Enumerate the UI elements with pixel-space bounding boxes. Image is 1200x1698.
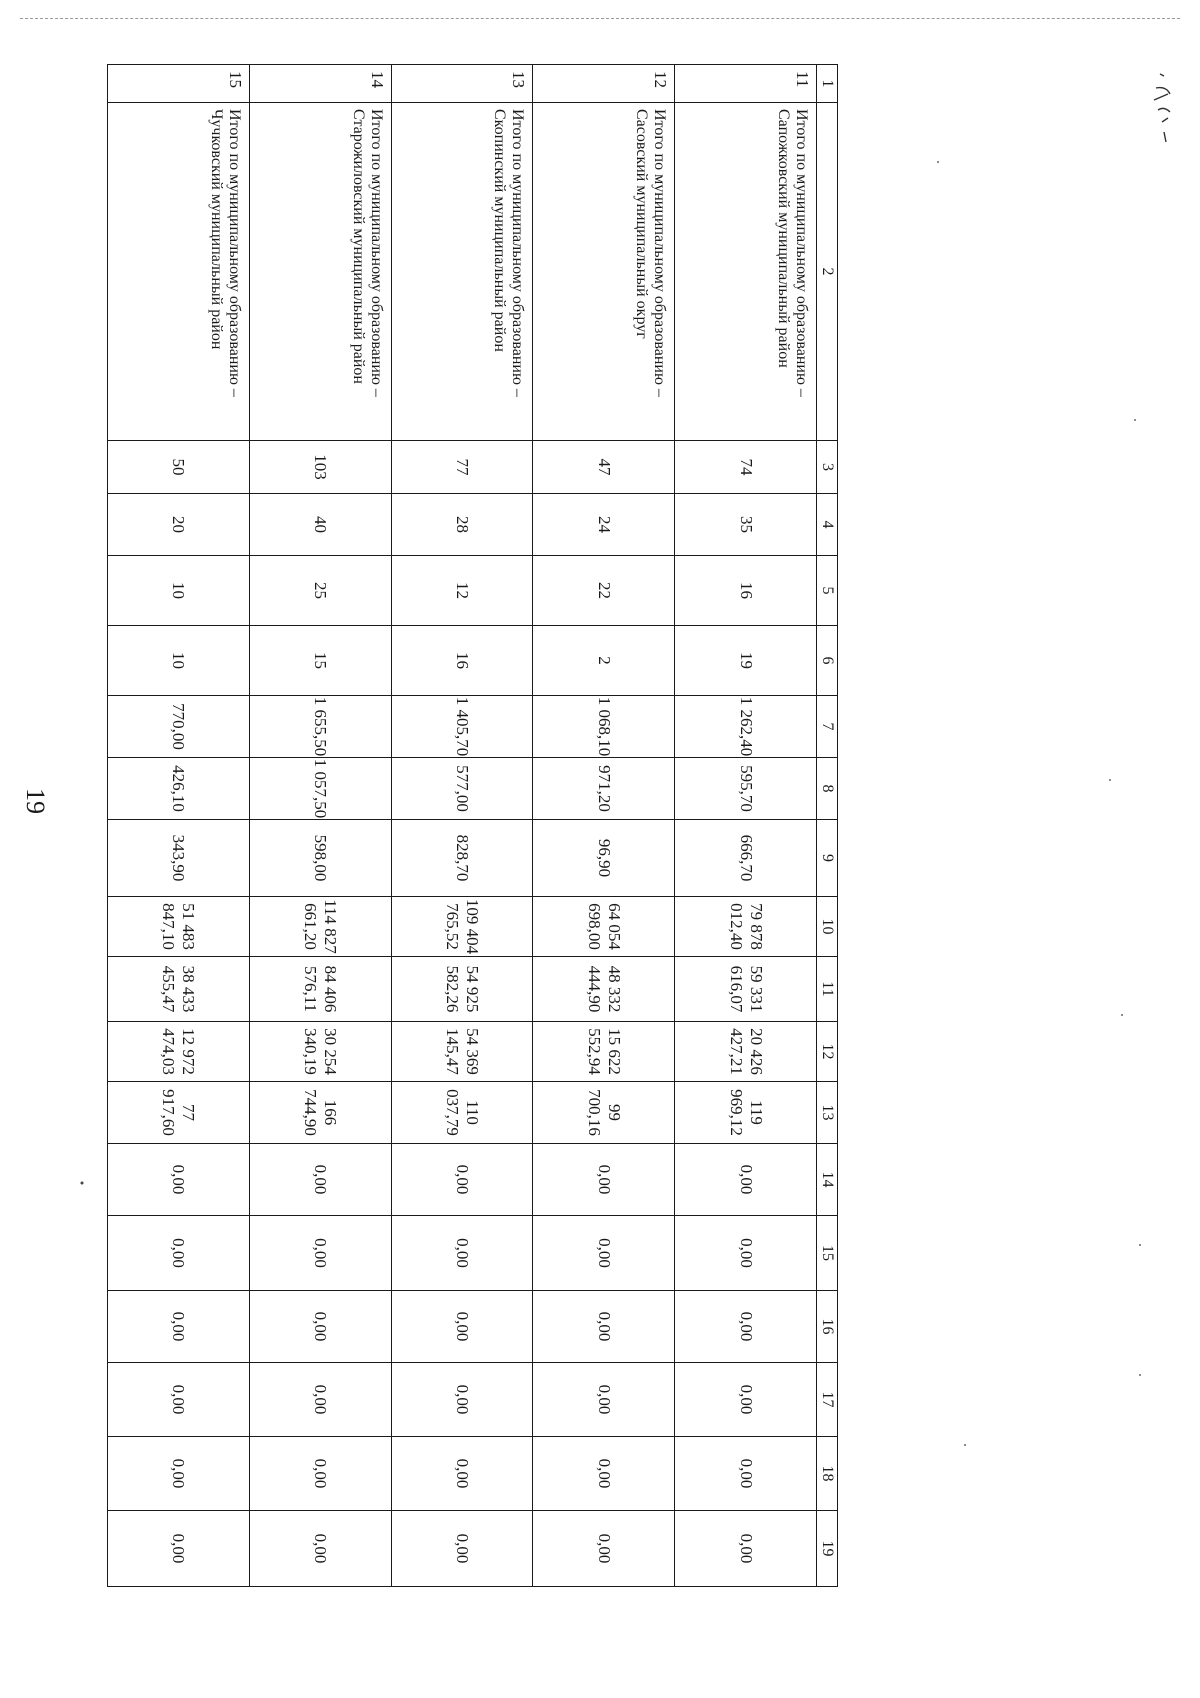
- value-cell-col-12: 12 972 474,03: [108, 1022, 250, 1082]
- page-number: 19: [21, 788, 50, 814]
- value-cell-col-11: 38 433 455,47: [108, 957, 250, 1022]
- value-cell-col-14: 0,00: [391, 1144, 533, 1216]
- value-cell-col-5: 12: [391, 556, 533, 626]
- value-cell-col-3: 103: [249, 441, 391, 494]
- value-cell-col-15: 0,00: [249, 1216, 391, 1291]
- column-header: 18: [817, 1437, 838, 1511]
- value-cell-col-16: 0,00: [249, 1291, 391, 1363]
- value-cell-col-9: 96,90: [533, 820, 675, 897]
- handwritten-mark-icon: [1148, 70, 1188, 150]
- value-cell-col-15: 0,00: [391, 1216, 533, 1291]
- column-header: 3: [817, 441, 838, 494]
- value-cell-col-12: 15 622 552,94: [533, 1022, 675, 1082]
- value-cell-col-6: 2: [533, 626, 675, 696]
- value-cell-col-6: 19: [675, 626, 817, 696]
- value-cell-col-16: 0,00: [533, 1291, 675, 1363]
- value-cell-col-14: 0,00: [249, 1144, 391, 1216]
- value-cell-col-16: 0,00: [391, 1291, 533, 1363]
- table-row: [391, 65, 533, 1587]
- value-cell-col-8: 971,20: [533, 758, 675, 820]
- value-cell-col-4: 28: [391, 494, 533, 556]
- value-cell-col-9: 343,90: [108, 820, 250, 897]
- value-cell-col-12: 30 254 340,19: [249, 1022, 391, 1082]
- value-cell-col-11: 84 406 576,11: [249, 957, 391, 1022]
- value-cell-col-6: 15: [249, 626, 391, 696]
- municipality-name-cell: Итого по муниципальному образованию – Сапожковский муниципальный район: [675, 103, 817, 441]
- value-cell-col-7: 1 655,50: [249, 696, 391, 758]
- value-cell-col-15: 0,00: [108, 1216, 250, 1291]
- value-cell-col-7: 1 068,10: [533, 696, 675, 758]
- municipal-totals-table: [107, 64, 838, 1587]
- value-cell-col-4: 40: [249, 494, 391, 556]
- column-header: 1: [817, 65, 838, 103]
- value-cell-col-3: 74: [675, 441, 817, 494]
- value-cell-col-10: 64 054 698,00: [533, 897, 675, 957]
- value-cell-col-3: 47: [533, 441, 675, 494]
- value-cell-col-19: 0,00: [391, 1511, 533, 1587]
- column-header: 8: [817, 758, 838, 820]
- value-cell-col-5: 22: [533, 556, 675, 626]
- value-cell-col-6: 10: [108, 626, 250, 696]
- value-cell-col-4: 35: [675, 494, 817, 556]
- column-header: 14: [817, 1144, 838, 1216]
- row-number-cell: 13: [391, 65, 533, 103]
- value-cell-col-7: 770,00: [108, 696, 250, 758]
- column-header: 7: [817, 696, 838, 758]
- value-cell-col-12: 20 426 427,21: [675, 1022, 817, 1082]
- value-cell-col-13: 77 917,60: [108, 1082, 250, 1144]
- table-row: [108, 65, 250, 1587]
- value-cell-col-11: 48 332 444,90: [533, 957, 675, 1022]
- municipality-name-cell: Итого по муниципальному образованию – Сасовский муниципальный округ: [533, 103, 675, 441]
- value-cell-col-15: 0,00: [675, 1216, 817, 1291]
- value-cell-col-13: 119 969,12: [675, 1082, 817, 1144]
- row-number-cell: 14: [249, 65, 391, 103]
- value-cell-col-14: 0,00: [108, 1144, 250, 1216]
- value-cell-col-8: 577,00: [391, 758, 533, 820]
- column-header: 5: [817, 556, 838, 626]
- value-cell-col-15: 0,00: [533, 1216, 675, 1291]
- municipality-name-cell: Итого по муниципальному образованию – Старожиловский муниципальный район: [249, 103, 391, 441]
- value-cell-col-4: 24: [533, 494, 675, 556]
- column-header: 17: [817, 1363, 838, 1437]
- municipality-name-cell: Итого по муниципальному образованию – Чучковский муниципальный район: [108, 103, 250, 441]
- column-header: 15: [817, 1216, 838, 1291]
- value-cell-col-18: 0,00: [249, 1437, 391, 1511]
- value-cell-col-6: 16: [391, 626, 533, 696]
- value-cell-col-18: 0,00: [391, 1437, 533, 1511]
- table-row: [533, 65, 675, 1587]
- column-header: 9: [817, 820, 838, 897]
- row-number-cell: 11: [675, 65, 817, 103]
- value-cell-col-7: 1 405,70: [391, 696, 533, 758]
- value-cell-col-14: 0,00: [675, 1144, 817, 1216]
- value-cell-col-17: 0,00: [249, 1363, 391, 1437]
- value-cell-col-19: 0,00: [108, 1511, 250, 1587]
- column-number-row: [817, 65, 838, 1587]
- value-cell-col-5: 16: [675, 556, 817, 626]
- row-number-cell: 15: [108, 65, 250, 103]
- value-cell-col-10: 114 827 661,20: [249, 897, 391, 957]
- value-cell-col-8: 426,10: [108, 758, 250, 820]
- municipality-name-cell: Итого по муниципальному образованию – Скопинский муниципальный район: [391, 103, 533, 441]
- value-cell-col-14: 0,00: [533, 1144, 675, 1216]
- value-cell-col-12: 54 369 145,47: [391, 1022, 533, 1082]
- value-cell-col-18: 0,00: [675, 1437, 817, 1511]
- column-header: 11: [817, 957, 838, 1022]
- column-header: 10: [817, 897, 838, 957]
- value-cell-col-4: 20: [108, 494, 250, 556]
- value-cell-col-16: 0,00: [108, 1291, 250, 1363]
- value-cell-col-17: 0,00: [533, 1363, 675, 1437]
- value-cell-col-19: 0,00: [533, 1511, 675, 1587]
- column-header: 16: [817, 1291, 838, 1363]
- value-cell-col-5: 25: [249, 556, 391, 626]
- column-header: 4: [817, 494, 838, 556]
- column-header: 2: [817, 103, 838, 441]
- value-cell-col-8: 1 057,50: [249, 758, 391, 820]
- value-cell-col-19: 0,00: [675, 1511, 817, 1587]
- column-header: 12: [817, 1022, 838, 1082]
- value-cell-col-19: 0,00: [249, 1511, 391, 1587]
- column-header: 13: [817, 1082, 838, 1144]
- column-header: 19: [817, 1511, 838, 1587]
- row-number-cell: 12: [533, 65, 675, 103]
- value-cell-col-3: 50: [108, 441, 250, 494]
- value-cell-col-5: 10: [108, 556, 250, 626]
- value-cell-col-13: 99 700,16: [533, 1082, 675, 1144]
- value-cell-col-10: 51 483 847,10: [108, 897, 250, 957]
- table-row: [249, 65, 391, 1587]
- value-cell-col-11: 59 331 616,07: [675, 957, 817, 1022]
- value-cell-col-13: 110 037,79: [391, 1082, 533, 1144]
- value-cell-col-18: 0,00: [533, 1437, 675, 1511]
- table-row: [675, 65, 817, 1587]
- value-cell-col-11: 54 925 582,26: [391, 957, 533, 1022]
- value-cell-col-17: 0,00: [675, 1363, 817, 1437]
- column-header: 6: [817, 626, 838, 696]
- scan-top-edge: [20, 18, 1180, 19]
- rotated-table-container: [107, 64, 838, 1566]
- value-cell-col-13: 166 744,90: [249, 1082, 391, 1144]
- value-cell-col-18: 0,00: [108, 1437, 250, 1511]
- value-cell-col-9: 666,70: [675, 820, 817, 897]
- value-cell-col-10: 79 878 012,40: [675, 897, 817, 957]
- value-cell-col-3: 77: [391, 441, 533, 494]
- value-cell-col-9: 828,70: [391, 820, 533, 897]
- value-cell-col-17: 0,00: [108, 1363, 250, 1437]
- value-cell-col-9: 598,00: [249, 820, 391, 897]
- value-cell-col-17: 0,00: [391, 1363, 533, 1437]
- value-cell-col-10: 109 404 765,52: [391, 897, 533, 957]
- value-cell-col-7: 1 262,40: [675, 696, 817, 758]
- value-cell-col-16: 0,00: [675, 1291, 817, 1363]
- table-body: [108, 65, 817, 1587]
- value-cell-col-8: 595,70: [675, 758, 817, 820]
